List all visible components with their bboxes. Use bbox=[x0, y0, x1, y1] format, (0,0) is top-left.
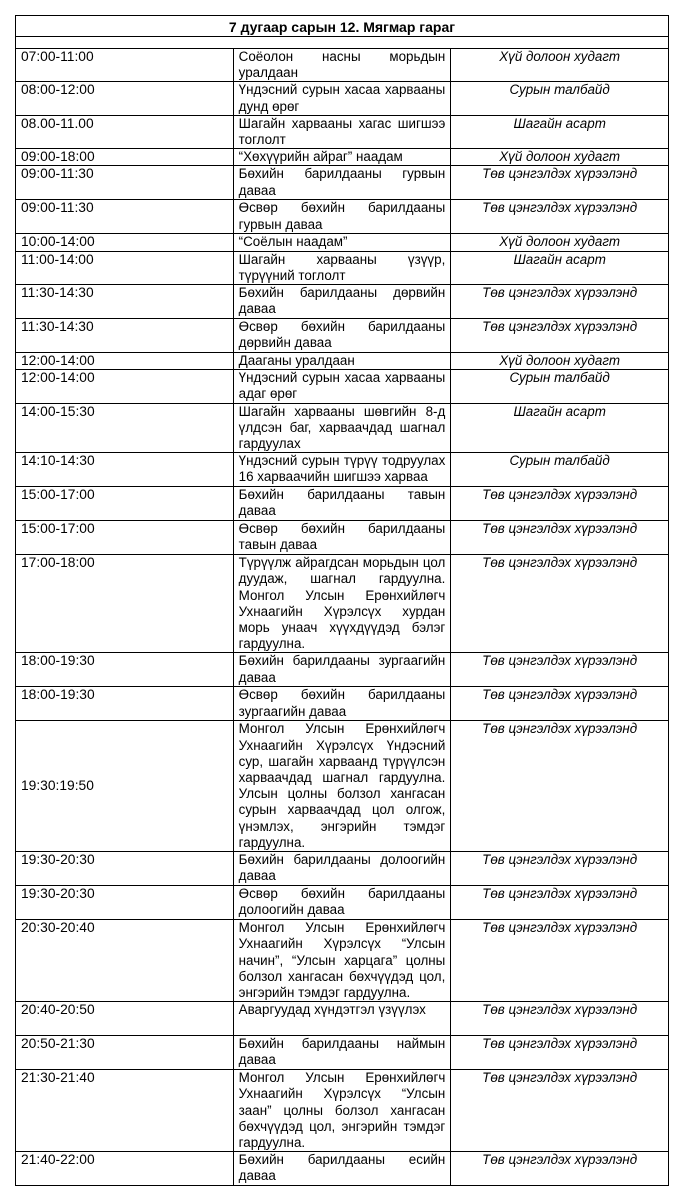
schedule-row bbox=[16, 370, 669, 403]
schedule-row bbox=[16, 1002, 669, 1036]
event-cell: Үндэсний сурын хасаа харвааны адаг өрөг bbox=[233, 370, 451, 403]
schedule-row bbox=[16, 1152, 669, 1186]
place-cell: Төв цэнгэлдэх хүрээлэнд bbox=[451, 166, 669, 200]
time-cell: 14:00-15:30 bbox=[16, 403, 234, 453]
time-cell: 19:30-20:30 bbox=[16, 886, 234, 920]
time-cell: 19:30:19:50 bbox=[16, 721, 234, 852]
time-cell: 09:00-11:30 bbox=[16, 166, 234, 200]
title-row bbox=[16, 16, 669, 37]
event-cell: Монгол Улсын Ерөнхийлөгч Ухнаагийн Хүрэлсүх “Улсын заан” цолны болзол хангасан бөхчүүдэд цол, энгэрийн тэмдэг гардуулна. bbox=[233, 1070, 451, 1152]
schedule-row bbox=[16, 82, 669, 115]
place-cell: Хүй долоон худагт bbox=[451, 49, 669, 82]
schedule-row bbox=[16, 721, 669, 852]
schedule-row bbox=[16, 353, 669, 370]
time-cell: 18:00-19:30 bbox=[16, 687, 234, 721]
place-cell: Хүй долоон худагт bbox=[451, 149, 669, 166]
event-cell: Үндэсний сурын түрүү тодруулах 16 харваачийн шигшээ харваа bbox=[233, 453, 451, 487]
event-cell: Аваргуудад хүндэтгэл үзүүлэх bbox=[233, 1002, 451, 1036]
schedule-row bbox=[16, 687, 669, 721]
schedule-page bbox=[15, 15, 669, 1186]
schedule-row bbox=[16, 920, 669, 1002]
place-cell: Төв цэнгэлдэх хүрээлэнд bbox=[451, 721, 669, 852]
event-cell: Өсвөр бөхийн барилдааны дөрвийн даваа bbox=[233, 319, 451, 353]
event-cell: Өсвөр бөхийн барилдааны долоогийн даваа bbox=[233, 886, 451, 920]
event-cell: Дааганы уралдаан bbox=[233, 353, 451, 370]
time-cell: 20:50-21:30 bbox=[16, 1036, 234, 1070]
place-cell: Төв цэнгэлдэх хүрээлэнд bbox=[451, 852, 669, 886]
event-cell: Шагайн харвааны үзүүр, түрүүний тоглолт bbox=[233, 251, 451, 284]
place-cell: Төв цэнгэлдэх хүрээлэнд bbox=[451, 1036, 669, 1070]
time-cell: 20:30-20:40 bbox=[16, 920, 234, 1002]
schedule-row bbox=[16, 653, 669, 687]
schedule-row bbox=[16, 487, 669, 521]
event-cell: Өсвөр бөхийн барилдааны гурвын даваа bbox=[233, 200, 451, 234]
event-cell: Бөхийн барилдааны тавын даваа bbox=[233, 487, 451, 521]
event-cell: Бөхийн барилдааны долоогийн даваа bbox=[233, 852, 451, 886]
place-cell: Төв цэнгэлдэх хүрээлэнд bbox=[451, 687, 669, 721]
event-cell: “Соёлын наадам” bbox=[233, 234, 451, 251]
schedule-row bbox=[16, 234, 669, 251]
schedule-row bbox=[16, 149, 669, 166]
spacer-row bbox=[16, 37, 669, 49]
place-cell: Төв цэнгэлдэх хүрээлэнд bbox=[451, 487, 669, 521]
time-cell: 17:00-18:00 bbox=[16, 555, 234, 653]
schedule-row bbox=[16, 319, 669, 353]
time-cell: 11:30-14:30 bbox=[16, 285, 234, 319]
event-cell: Монгол Улсын Ерөнхийлөгч Ухнаагийн Хүрэлсүх “Улсын начин”, “Улсын харцага” цолны болзол хангасан бөхчүүдэд цол, энгэрийн тэмдэг гардуулна. bbox=[233, 920, 451, 1002]
schedule-row bbox=[16, 852, 669, 886]
time-cell: 08:00-12:00 bbox=[16, 82, 234, 115]
time-cell: 10:00-14:00 bbox=[16, 234, 234, 251]
place-cell: Сурын талбайд bbox=[451, 453, 669, 487]
time-cell: 19:30-20:30 bbox=[16, 852, 234, 886]
event-cell: Түрүүлж айрагдсан морьдын цол дуудаж, шагнал гардуулна. Монгол Улсын Ерөнхийлөгч Ухнаагийн Хүрэлсүх хурдан морь унаач хүүхдүүдэд бэлэг гардуулна. bbox=[233, 555, 451, 653]
place-cell: Төв цэнгэлдэх хүрээлэнд bbox=[451, 521, 669, 555]
place-cell: Шагайн асарт bbox=[451, 115, 669, 148]
place-cell: Сурын талбайд bbox=[451, 82, 669, 115]
event-cell: Өсвөр бөхийн барилдааны зургаагийн даваа bbox=[233, 687, 451, 721]
event-cell: Бөхийн барилдааны зургаагийн даваа bbox=[233, 653, 451, 687]
event-cell: Үндэсний сурын хасаа харвааны дунд өрөг bbox=[233, 82, 451, 115]
place-cell: Хүй долоон худагт bbox=[451, 234, 669, 251]
time-cell: 15:00-17:00 bbox=[16, 521, 234, 555]
schedule-row bbox=[16, 1070, 669, 1152]
time-cell: 21:40-22:00 bbox=[16, 1152, 234, 1186]
event-cell: Соёолон насны морьдын уралдаан bbox=[233, 49, 451, 82]
schedule-table bbox=[15, 15, 669, 1186]
time-cell: 07:00-11:00 bbox=[16, 49, 234, 82]
time-cell: 18:00-19:30 bbox=[16, 653, 234, 687]
schedule-row bbox=[16, 1036, 669, 1070]
time-cell: 12:00-14:00 bbox=[16, 353, 234, 370]
event-cell: Шагайн харвааны хагас шигшээ тоглолт bbox=[233, 115, 451, 148]
time-cell: 12:00-14:00 bbox=[16, 370, 234, 403]
schedule-row bbox=[16, 166, 669, 200]
event-cell: Бөхийн барилдааны есийн даваа bbox=[233, 1152, 451, 1186]
event-cell: Өсвөр бөхийн барилдааны тавын даваа bbox=[233, 521, 451, 555]
schedule-row bbox=[16, 403, 669, 453]
event-cell: Бөхийн барилдааны наймын даваа bbox=[233, 1036, 451, 1070]
place-cell: Төв цэнгэлдэх хүрээлэнд bbox=[451, 920, 669, 1002]
time-cell: 14:10-14:30 bbox=[16, 453, 234, 487]
spacer-cell bbox=[16, 37, 669, 49]
place-cell: Төв цэнгэлдэх хүрээлэнд bbox=[451, 886, 669, 920]
event-cell: Монгол Улсын Ерөнхийлөгч Ухнаагийн Хүрэлсүх Үндэсний сур, шагайн харваанд түрүүлсэн харваачдад шагнал гардуулна. Улсын цолны болзол хангасан сурын харваачдад цол олгож, үнэмлэх, энгэрийн тэмдэг гардуулна. bbox=[233, 721, 451, 852]
time-cell: 21:30-21:40 bbox=[16, 1070, 234, 1152]
time-cell: 11:30-14:30 bbox=[16, 319, 234, 353]
event-cell: Бөхийн барилдааны дөрвийн даваа bbox=[233, 285, 451, 319]
place-cell: Төв цэнгэлдэх хүрээлэнд bbox=[451, 1070, 669, 1152]
place-cell: Төв цэнгэлдэх хүрээлэнд bbox=[451, 1002, 669, 1036]
schedule-row bbox=[16, 200, 669, 234]
schedule-row bbox=[16, 285, 669, 319]
time-cell: 09:00-18:00 bbox=[16, 149, 234, 166]
schedule-row bbox=[16, 453, 669, 487]
place-cell: Төв цэнгэлдэх хүрээлэнд bbox=[451, 285, 669, 319]
schedule-row bbox=[16, 49, 669, 82]
event-cell: “Хөхүүрийн айраг” наадам bbox=[233, 149, 451, 166]
schedule-row bbox=[16, 521, 669, 555]
schedule-row bbox=[16, 251, 669, 284]
schedule-row bbox=[16, 115, 669, 148]
place-cell: Шагайн асарт bbox=[451, 251, 669, 284]
place-cell: Төв цэнгэлдэх хүрээлэнд bbox=[451, 555, 669, 653]
place-cell: Төв цэнгэлдэх хүрээлэнд bbox=[451, 200, 669, 234]
schedule-row bbox=[16, 555, 669, 653]
place-cell: Шагайн асарт bbox=[451, 403, 669, 453]
time-cell: 09:00-11:30 bbox=[16, 200, 234, 234]
time-cell: 20:40-20:50 bbox=[16, 1002, 234, 1036]
place-cell: Төв цэнгэлдэх хүрээлэнд bbox=[451, 653, 669, 687]
schedule-row bbox=[16, 886, 669, 920]
place-cell: Төв цэнгэлдэх хүрээлэнд bbox=[451, 1152, 669, 1186]
time-cell: 15:00-17:00 bbox=[16, 487, 234, 521]
place-cell: Төв цэнгэлдэх хүрээлэнд bbox=[451, 319, 669, 353]
time-cell: 11:00-14:00 bbox=[16, 251, 234, 284]
place-cell: Сурын талбайд bbox=[451, 370, 669, 403]
time-cell: 08.00-11.00 bbox=[16, 115, 234, 148]
place-cell: Хүй долоон худагт bbox=[451, 353, 669, 370]
day-title: 7 дугаар сарын 12. Мягмар гараг bbox=[16, 16, 669, 37]
event-cell: Шагайн харвааны шөвгийн 8-д үлдсэн баг, харваачдад шагнал гардуулах bbox=[233, 403, 451, 453]
event-cell: Бөхийн барилдааны гурвын даваа bbox=[233, 166, 451, 200]
